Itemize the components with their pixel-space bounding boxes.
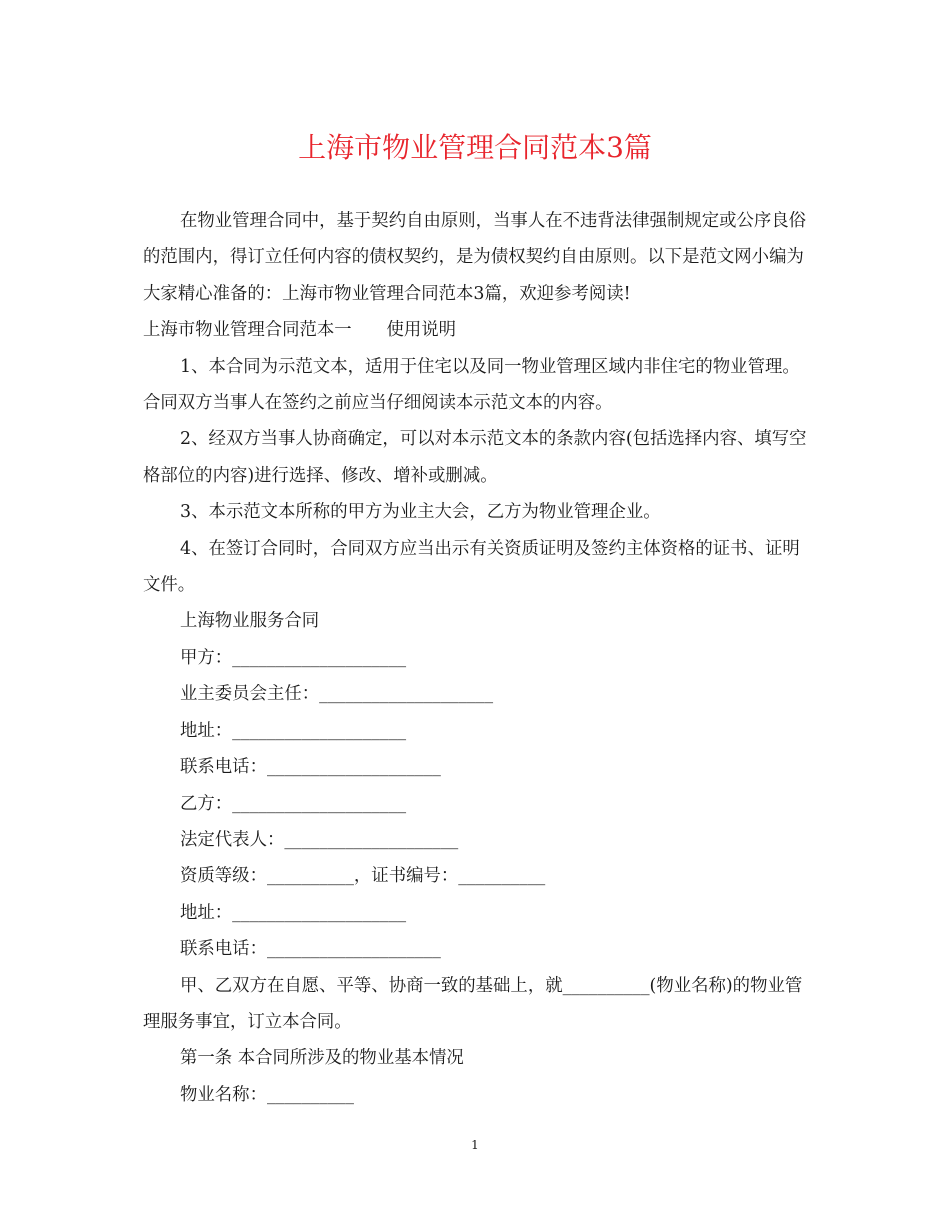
agreement-paragraph: 甲、乙双方在自愿、平等、协商一致的基础上，就__________(物业名称)的物业管理服务事宜，订立本合同。 (143, 975, 803, 1032)
intro-paragraph: 在物业管理合同中，基于契约自由原则，当事人在不违背法律强制规定或公序良俗的范围内，得订立任何内容的债权契约，是为债权契约自由原则。以下是范文网小编为大家精心准备的：上海市物业管理合同范本3篇，欢迎参考阅读! (143, 211, 807, 304)
party-a-address-field: 地址：____________________ (180, 720, 407, 741)
article-one-heading: 第一条 本合同所涉及的物业基本情况 (180, 1048, 464, 1069)
party-b-field: 乙方：____________________ (180, 793, 407, 814)
qualification-field: 资质等级：__________，证书编号：__________ (180, 866, 546, 887)
party-a-field: 甲方：____________________ (180, 647, 407, 668)
section-heading: 上海市物业管理合同范本一 使用说明 (143, 320, 457, 341)
usage-note-1: 1、本合同为示范文本，适用于住宅以及同一物业管理区域内非住宅的物业管理。合同双方当事人在签约之前应当仔细阅读本示范文本的内容。 (143, 356, 800, 414)
party-b-phone-field: 联系电话：____________________ (180, 939, 441, 960)
party-a-phone-field: 联系电话：____________________ (180, 757, 441, 778)
usage-note-3: 3、本示范文本所称的甲方为业主大会，乙方为物业管理企业。 (180, 502, 661, 523)
party-b-address-field: 地址：____________________ (180, 902, 407, 923)
document-body (143, 203, 808, 1113)
page-number: 1 (471, 1138, 479, 1152)
legal-representative-field: 法定代表人：____________________ (180, 829, 459, 850)
contract-heading: 上海物业服务合同 (180, 611, 320, 632)
usage-note-4: 4、在签订合同时，合同双方应当出示有关资质证明及签约主体资格的证书、证明文件。 (143, 538, 800, 596)
usage-note-2: 2、经双方当事人协商确定，可以对本示范文本的条款内容(包括选择内容、填写空格部位的内容)进行选择、修改、增补或删减。 (143, 429, 807, 486)
property-name-field: 物业名称：__________ (180, 1084, 354, 1105)
committee-director-field: 业主委员会主任：____________________ (180, 684, 494, 705)
page-title: 上海市物业管理合同范本3篇 (298, 131, 652, 164)
